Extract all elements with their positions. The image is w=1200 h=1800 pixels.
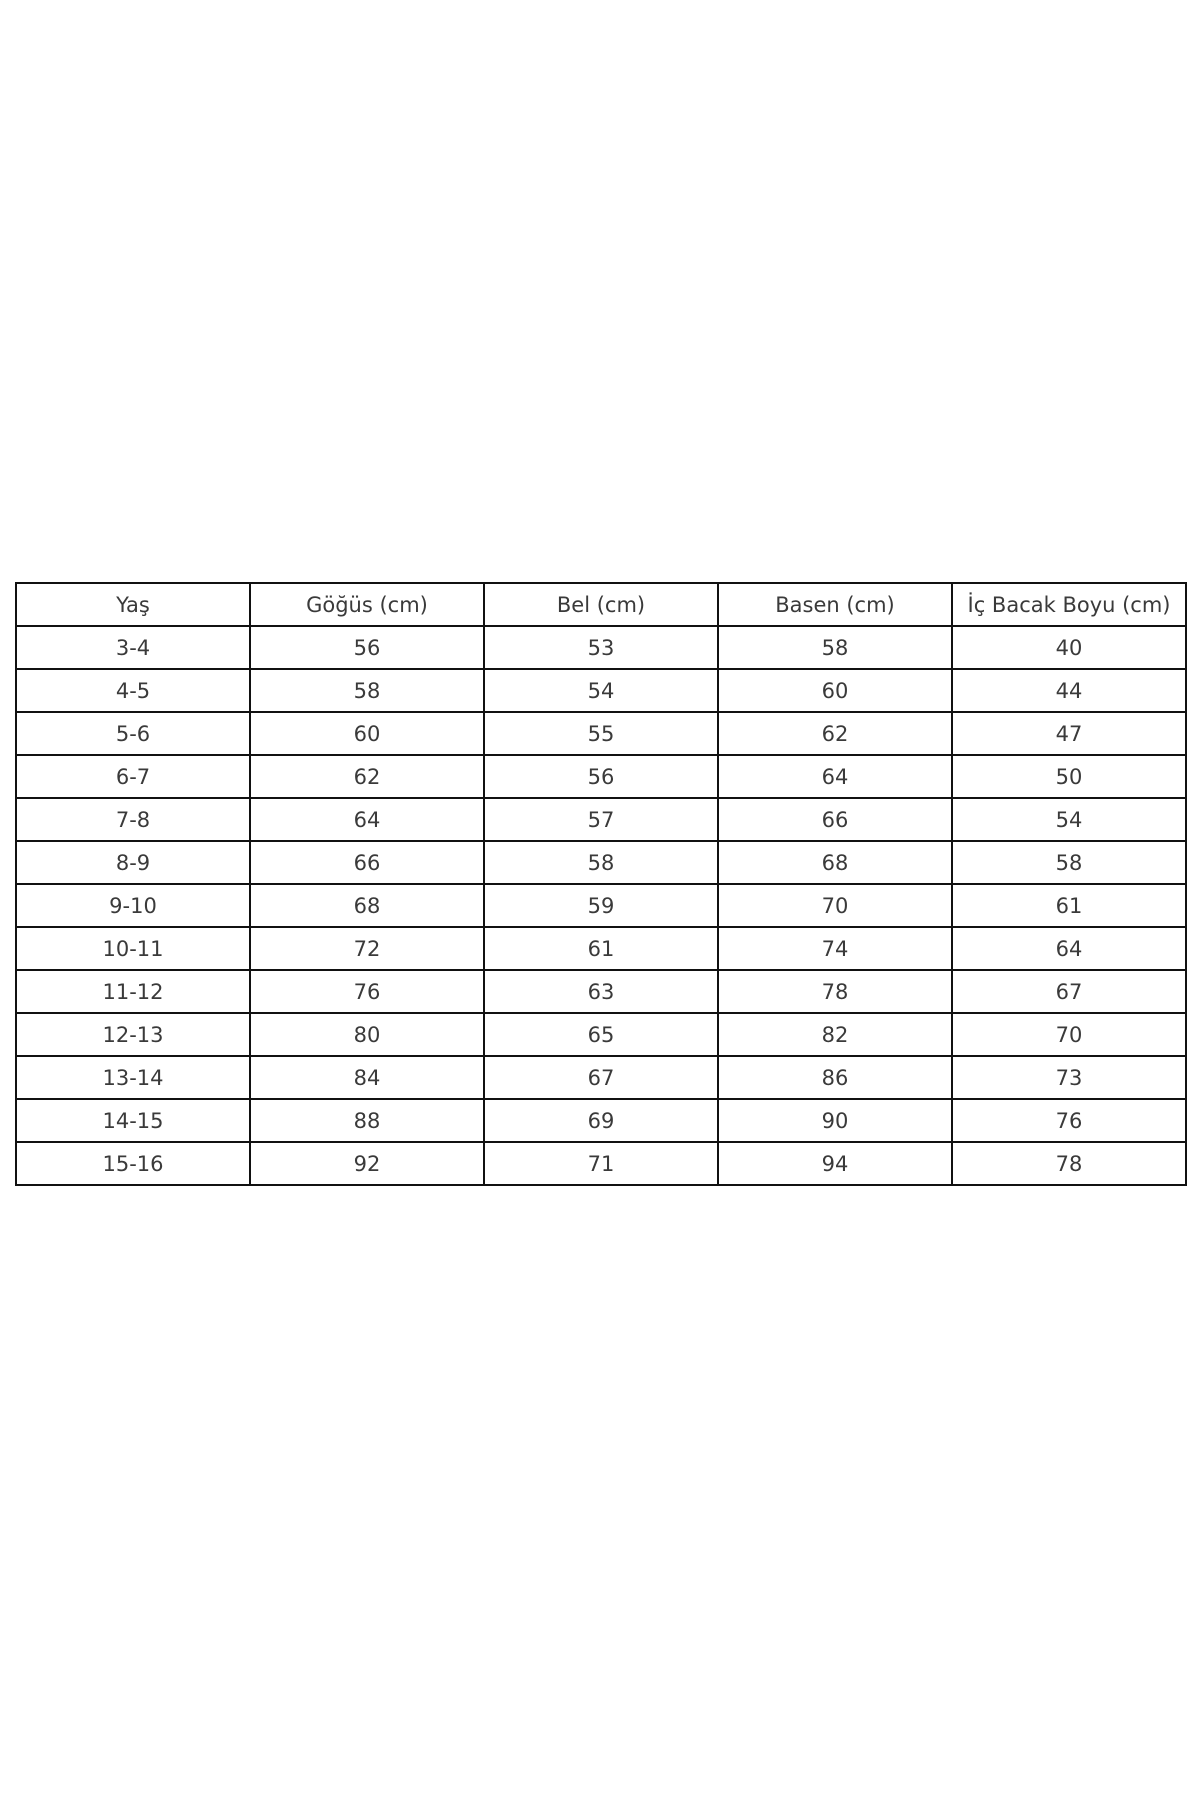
cell-age: 14-15: [16, 1099, 250, 1142]
cell-chest: 72: [250, 927, 484, 970]
cell-chest: 92: [250, 1142, 484, 1185]
table-row: [16, 884, 1186, 927]
cell-inseam: 78: [952, 1142, 1186, 1185]
column-header-hip: Basen (cm): [718, 583, 952, 626]
cell-chest: 68: [250, 884, 484, 927]
cell-waist: 71: [484, 1142, 718, 1185]
cell-age: 7-8: [16, 798, 250, 841]
table-row: [16, 626, 1186, 669]
cell-waist: 58: [484, 841, 718, 884]
cell-age: 12-13: [16, 1013, 250, 1056]
cell-chest: 62: [250, 755, 484, 798]
cell-hip: 58: [718, 626, 952, 669]
cell-inseam: 47: [952, 712, 1186, 755]
cell-waist: 61: [484, 927, 718, 970]
cell-age: 10-11: [16, 927, 250, 970]
cell-inseam: 67: [952, 970, 1186, 1013]
cell-chest: 64: [250, 798, 484, 841]
cell-chest: 58: [250, 669, 484, 712]
cell-waist: 56: [484, 755, 718, 798]
cell-age: 9-10: [16, 884, 250, 927]
cell-waist: 57: [484, 798, 718, 841]
cell-waist: 65: [484, 1013, 718, 1056]
cell-waist: 69: [484, 1099, 718, 1142]
table-row: [16, 970, 1186, 1013]
header-row: [16, 583, 1186, 626]
cell-hip: 78: [718, 970, 952, 1013]
cell-hip: 64: [718, 755, 952, 798]
column-header-inseam: İç Bacak Boyu (cm): [952, 583, 1186, 626]
cell-hip: 94: [718, 1142, 952, 1185]
cell-waist: 55: [484, 712, 718, 755]
cell-inseam: 44: [952, 669, 1186, 712]
cell-chest: 88: [250, 1099, 484, 1142]
table-row: [16, 1142, 1186, 1185]
column-header-age: Yaş: [16, 583, 250, 626]
table-row: [16, 755, 1186, 798]
table-row: [16, 927, 1186, 970]
cell-inseam: 54: [952, 798, 1186, 841]
cell-inseam: 58: [952, 841, 1186, 884]
cell-hip: 68: [718, 841, 952, 884]
cell-age: 5-6: [16, 712, 250, 755]
table-row: [16, 1099, 1186, 1142]
table-row: [16, 712, 1186, 755]
cell-waist: 59: [484, 884, 718, 927]
cell-chest: 80: [250, 1013, 484, 1056]
cell-waist: 63: [484, 970, 718, 1013]
cell-hip: 70: [718, 884, 952, 927]
table-row: [16, 669, 1186, 712]
cell-chest: 66: [250, 841, 484, 884]
cell-inseam: 76: [952, 1099, 1186, 1142]
cell-age: 6-7: [16, 755, 250, 798]
cell-hip: 82: [718, 1013, 952, 1056]
cell-age: 11-12: [16, 970, 250, 1013]
cell-inseam: 73: [952, 1056, 1186, 1099]
table-row: [16, 841, 1186, 884]
cell-hip: 86: [718, 1056, 952, 1099]
cell-inseam: 50: [952, 755, 1186, 798]
cell-chest: 76: [250, 970, 484, 1013]
cell-hip: 90: [718, 1099, 952, 1142]
cell-age: 4-5: [16, 669, 250, 712]
table-header: [16, 583, 1186, 626]
cell-inseam: 70: [952, 1013, 1186, 1056]
table-row: [16, 1056, 1186, 1099]
column-header-chest: Göğüs (cm): [250, 583, 484, 626]
table-body: [16, 626, 1186, 1185]
cell-age: 15-16: [16, 1142, 250, 1185]
cell-hip: 60: [718, 669, 952, 712]
table-row: [16, 798, 1186, 841]
cell-waist: 53: [484, 626, 718, 669]
cell-hip: 74: [718, 927, 952, 970]
cell-waist: 54: [484, 669, 718, 712]
cell-hip: 66: [718, 798, 952, 841]
cell-age: 8-9: [16, 841, 250, 884]
cell-chest: 60: [250, 712, 484, 755]
size-chart-table: [15, 582, 1187, 1186]
cell-age: 13-14: [16, 1056, 250, 1099]
table-row: [16, 1013, 1186, 1056]
cell-age: 3-4: [16, 626, 250, 669]
cell-inseam: 61: [952, 884, 1186, 927]
cell-hip: 62: [718, 712, 952, 755]
column-header-waist: Bel (cm): [484, 583, 718, 626]
cell-chest: 84: [250, 1056, 484, 1099]
cell-inseam: 40: [952, 626, 1186, 669]
cell-chest: 56: [250, 626, 484, 669]
cell-inseam: 64: [952, 927, 1186, 970]
cell-waist: 67: [484, 1056, 718, 1099]
